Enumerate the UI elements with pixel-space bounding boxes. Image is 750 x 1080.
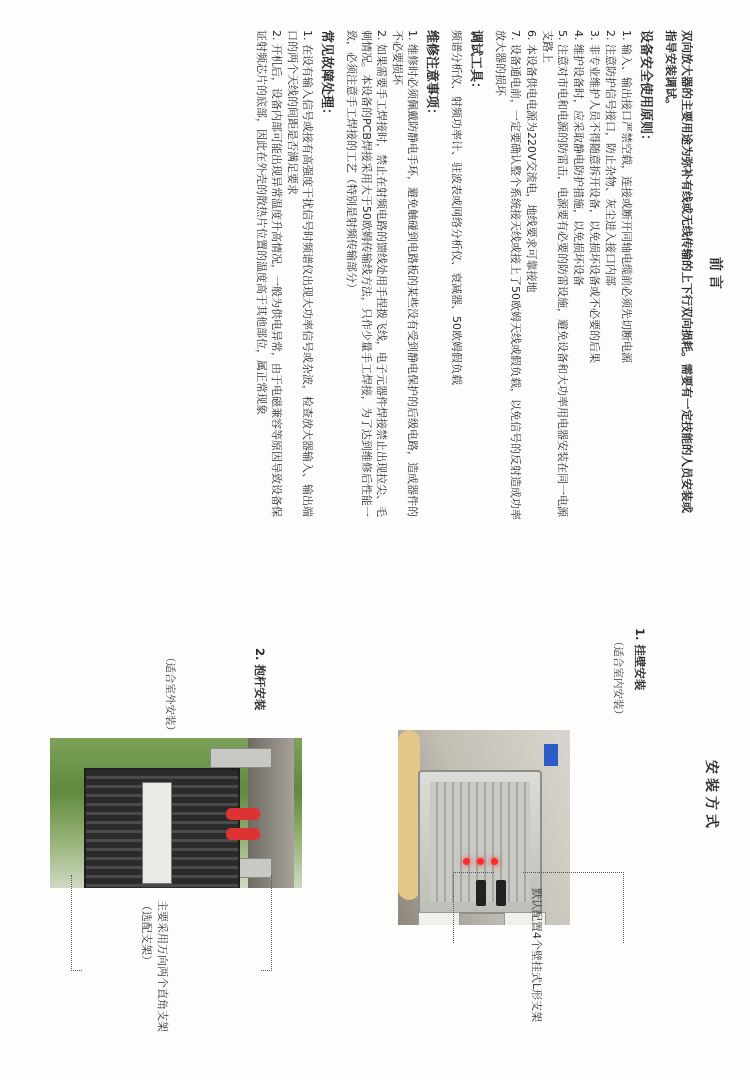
maintenance-list (344, 30, 420, 520)
tools-heading: 调试工具： (468, 30, 483, 96)
safety-item: 1. 输入、输出接口严禁空载，连接或断开同轴电缆前必须先切断电源 (620, 30, 633, 363)
pole-mount-caption (138, 900, 170, 1032)
text-column (253, 30, 722, 520)
pole-mount-caption-line2: （选配支架） (140, 900, 153, 966)
tools-text: 频谱分析仪、射频功率计、驻波表或网络分析仪、衰减器、50欧姆假负载 (450, 30, 463, 385)
safety-item: 6. 本设备供电电源为220V交流电，地线要求可靠接地 (525, 30, 538, 293)
pole-mount-heading: 2. 抱杆安装 (253, 648, 267, 711)
wall-mount-note: （适合室内安装） (612, 636, 624, 720)
troubleshooting-item: 1. 在设有输入信号或接有高强度干扰信号时频谱仪出现大功率信号或杂波，检查放大器输入、输出端口的两个天线的间距是否满足要求 (286, 30, 314, 517)
wall-mount-heading: 1. 挂壁安装 (633, 628, 647, 691)
wall-caption-leader (453, 872, 494, 943)
safety-item: 7. 设备通电前，一定要确认整个系统接天线或接上了50欧姆天线或假负载，以免信号的反射造成功率放大器的损坏 (494, 30, 522, 520)
safety-heading: 设备安全使用原则： (638, 30, 653, 148)
pole-mount-photo (50, 738, 302, 888)
preface-intro: 双向放大器的主要用途为弥补有线或无线传输的上下行双向损耗。需要有一定技能的人员安装或指导安装调试。 (664, 30, 694, 513)
pole-mount-note: （适合室外安装） (164, 652, 176, 736)
troubleshooting-list (254, 30, 315, 520)
pole-caption-leader (71, 875, 82, 971)
installation-title: 安装方式 (703, 760, 719, 832)
pole-caption-leader (261, 875, 272, 971)
preface-title: 前言 (707, 257, 723, 293)
troubleshooting-item: 2. 开机后，设备内部可能出现异常温度升高情况，一般为供电异常，由于电磁兼容等原因导致设备保证射频芯片的底部，因此在外壳的散热片位置的温度高于其他部位，属正常现象 (255, 30, 283, 517)
wall-mount-caption: 默认配置4个壁挂式L形支架 (530, 888, 543, 1023)
safety-item: 5. 注意对市电和电源的防雷击，电源要有必要的防雷设施，避免设备和大功率用电器安装在同一电源支路上 (541, 30, 569, 517)
pole-mount-caption-line1: 主要采用万向两个直角支架 (156, 900, 169, 1032)
safety-item: 2. 注意防护信号接口，防止杂物、灰尘进入接口内部 (604, 30, 617, 286)
maintenance-heading: 维修注意事项： (424, 30, 439, 122)
maintenance-item: 2. 如果需要手工焊接时，禁止在射频电路的馈线处用手捏拨飞线，电子元器件焊接禁止出现拉尖、毛刺情况。本设备的PCB焊接采用大于50欧姆传输线方法，只作少量手工焊接，为了达到维修后性能一致，必须注意手工焊接的工艺（特别是射频传输部分） (345, 30, 388, 517)
safety-list (493, 30, 634, 520)
safety-item: 4. 维护设备时，应采取静电防护措施，以免损坏设备 (572, 30, 585, 286)
troubleshooting-heading: 常见故障处理： (319, 30, 334, 122)
maintenance-item: 1. 维修时必须佩戴防静电手环，避免触碰到电路板的某些没有受到静电保护的后级电路，造成器件的不必要损坏 (391, 30, 419, 517)
safety-item: 3. 非专业维护人员不得随意拆开设备，以免损坏设备或不必要的后果 (588, 30, 601, 363)
